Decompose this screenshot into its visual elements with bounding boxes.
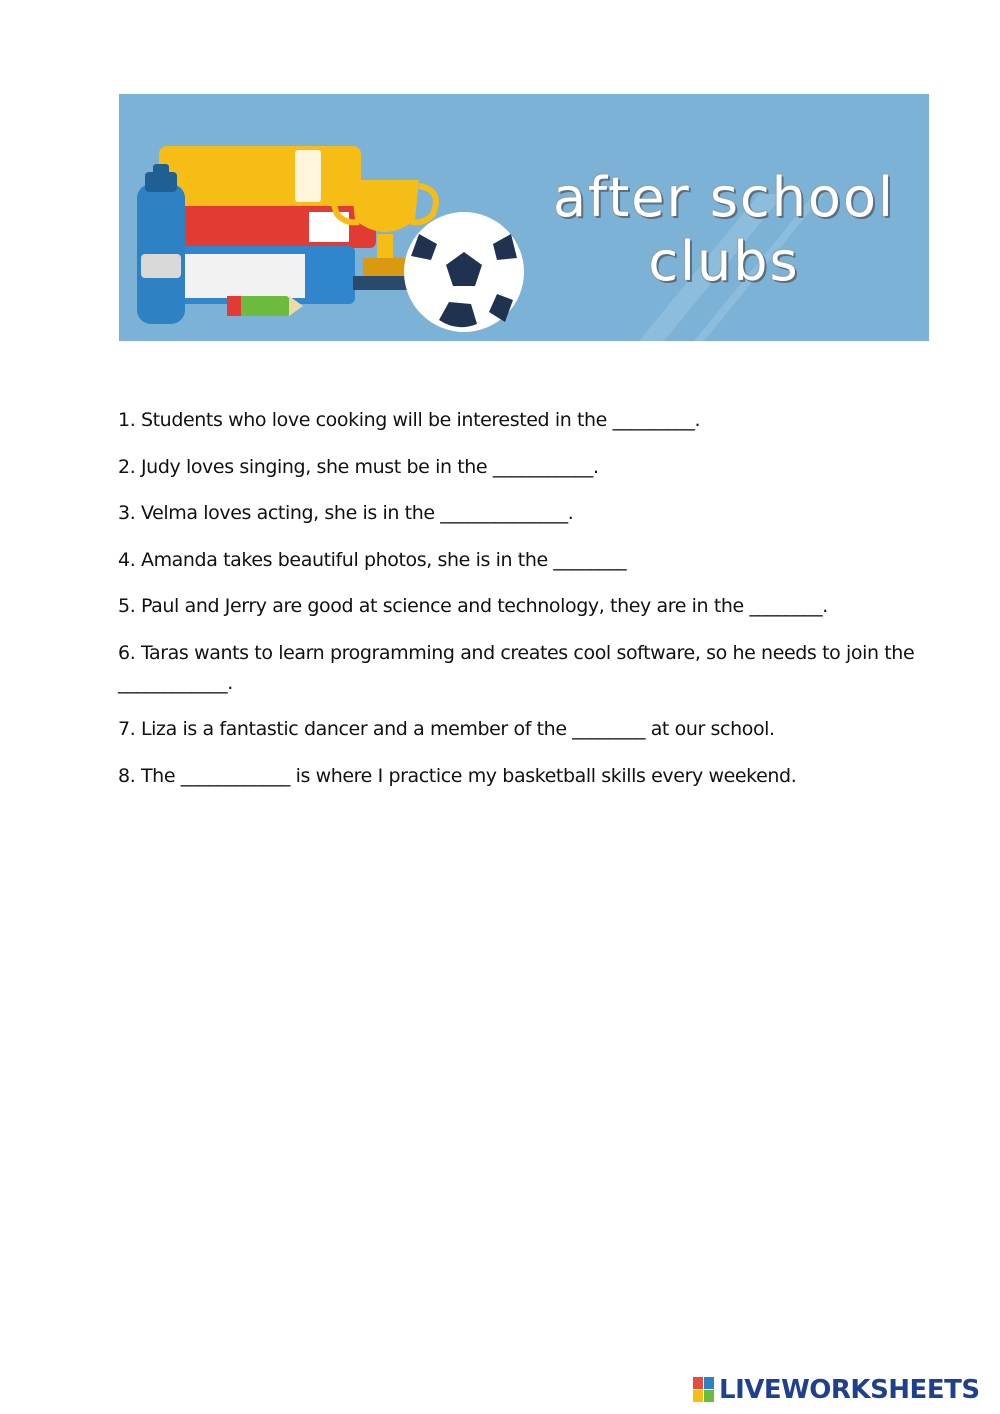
question-3: 3. Velma loves acting, she is in the ______________. bbox=[118, 502, 574, 524]
question-5: 5. Paul and Jerry are good at science and technology, they are in the ________. bbox=[118, 595, 828, 617]
question-1: 1. Students who love cooking will be interested in the _________. bbox=[118, 409, 701, 431]
banner-title-line1: after school bbox=[552, 166, 896, 229]
logo-text: LIVEWORKSHEETS bbox=[719, 1375, 980, 1405]
question-6: 6. Taras wants to learn programming and creates cool software, so he needs to join the ____________. bbox=[118, 641, 915, 694]
banner-title bbox=[519, 166, 929, 294]
liveworksheets-logo bbox=[693, 1376, 980, 1404]
question-4: 4. Amanda takes beautiful photos, she is in the ________ bbox=[118, 548, 627, 571]
question-8: 8. The ____________ is where I practice my basketball skills every weekend. bbox=[118, 764, 797, 787]
question-7: 7. Liza is a fantastic dancer and a member of the ________ at our school. bbox=[118, 718, 775, 740]
header-banner bbox=[119, 94, 929, 341]
logo-mark-icon bbox=[693, 1377, 715, 1403]
banner-title-line2: clubs bbox=[648, 230, 800, 293]
question-2: 2. Judy loves singing, she must be in the ___________. bbox=[118, 455, 599, 478]
question-list bbox=[118, 405, 933, 807]
